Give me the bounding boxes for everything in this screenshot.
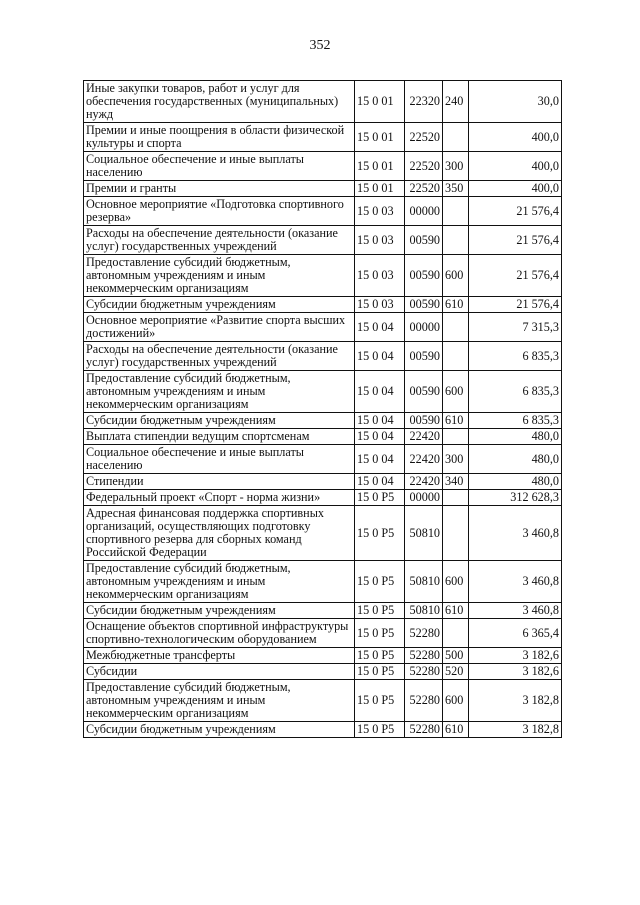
program-code-cell: 15 0 04 — [355, 313, 405, 342]
direction-code-cell: 22520 — [405, 181, 443, 197]
amount-cell: 3 182,8 — [469, 722, 562, 738]
amount-cell: 480,0 — [469, 429, 562, 445]
program-code-cell: 15 0 04 — [355, 371, 405, 413]
expense-type-code-cell — [443, 197, 469, 226]
amount-cell: 480,0 — [469, 474, 562, 490]
table-row — [84, 181, 562, 197]
direction-code-cell: 22520 — [405, 152, 443, 181]
direction-code-cell: 00590 — [405, 226, 443, 255]
expense-type-code-cell: 600 — [443, 371, 469, 413]
expense-name-cell: Оснащение объектов спортивной инфраструктуры спортивно-технологическим оборудованием — [84, 619, 355, 648]
expense-type-code-cell — [443, 313, 469, 342]
table-row — [84, 648, 562, 664]
expense-name-cell: Предоставление субсидий бюджетным, автономным учреждениям и иным некоммерческим организациям — [84, 371, 355, 413]
direction-code-cell: 00000 — [405, 313, 443, 342]
direction-code-cell: 52280 — [405, 648, 443, 664]
direction-code-cell: 00590 — [405, 371, 443, 413]
expense-type-code-cell: 340 — [443, 474, 469, 490]
expense-name-cell: Субсидии бюджетным учреждениям — [84, 603, 355, 619]
direction-code-cell: 00590 — [405, 413, 443, 429]
expense-type-code-cell: 520 — [443, 664, 469, 680]
expense-type-code-cell: 610 — [443, 603, 469, 619]
amount-cell: 400,0 — [469, 152, 562, 181]
program-code-cell: 15 0 01 — [355, 123, 405, 152]
table-row — [84, 722, 562, 738]
expense-name-cell: Предоставление субсидий бюджетным, автономным учреждениям и иным некоммерческим организациям — [84, 561, 355, 603]
table-row — [84, 603, 562, 619]
program-code-cell: 15 0 P5 — [355, 648, 405, 664]
amount-cell: 3 460,8 — [469, 603, 562, 619]
table-row — [84, 81, 562, 123]
program-code-cell: 15 0 04 — [355, 413, 405, 429]
table-row — [84, 619, 562, 648]
program-code-cell: 15 0 01 — [355, 152, 405, 181]
expense-type-code-cell: 600 — [443, 255, 469, 297]
expense-name-cell: Расходы на обеспечение деятельности (оказание услуг) государственных учреждений — [84, 226, 355, 255]
expense-name-cell: Субсидии бюджетным учреждениям — [84, 722, 355, 738]
expense-type-code-cell — [443, 429, 469, 445]
program-code-cell: 15 0 03 — [355, 197, 405, 226]
amount-cell: 3 182,8 — [469, 680, 562, 722]
amount-cell: 400,0 — [469, 181, 562, 197]
amount-cell: 400,0 — [469, 123, 562, 152]
direction-code-cell: 50810 — [405, 603, 443, 619]
expense-name-cell: Субсидии бюджетным учреждениям — [84, 297, 355, 313]
amount-cell: 6 835,3 — [469, 371, 562, 413]
table-row — [84, 255, 562, 297]
expense-name-cell: Выплата стипендии ведущим спортсменам — [84, 429, 355, 445]
expense-name-cell: Стипендии — [84, 474, 355, 490]
table-row — [84, 429, 562, 445]
table-row — [84, 152, 562, 181]
table-row — [84, 413, 562, 429]
direction-code-cell: 00000 — [405, 197, 443, 226]
program-code-cell: 15 0 04 — [355, 445, 405, 474]
direction-code-cell: 52280 — [405, 619, 443, 648]
amount-cell: 30,0 — [469, 81, 562, 123]
expense-name-cell: Премии и гранты — [84, 181, 355, 197]
program-code-cell: 15 0 03 — [355, 255, 405, 297]
table-row — [84, 506, 562, 561]
table-row — [84, 197, 562, 226]
program-code-cell: 15 0 03 — [355, 226, 405, 255]
program-code-cell: 15 0 P5 — [355, 619, 405, 648]
expense-type-code-cell — [443, 506, 469, 561]
program-code-cell: 15 0 04 — [355, 474, 405, 490]
expense-type-code-cell — [443, 226, 469, 255]
direction-code-cell: 22520 — [405, 123, 443, 152]
program-code-cell: 15 0 P5 — [355, 561, 405, 603]
amount-cell: 480,0 — [469, 445, 562, 474]
table-row — [84, 445, 562, 474]
program-code-cell: 15 0 P5 — [355, 506, 405, 561]
direction-code-cell: 52280 — [405, 722, 443, 738]
direction-code-cell: 00590 — [405, 342, 443, 371]
program-code-cell: 15 0 01 — [355, 181, 405, 197]
table-row — [84, 490, 562, 506]
amount-cell: 6 835,3 — [469, 342, 562, 371]
table-row — [84, 342, 562, 371]
expense-type-code-cell: 500 — [443, 648, 469, 664]
expense-type-code-cell: 600 — [443, 680, 469, 722]
direction-code-cell: 50810 — [405, 506, 443, 561]
amount-cell: 21 576,4 — [469, 197, 562, 226]
direction-code-cell: 00590 — [405, 255, 443, 297]
table-row — [84, 561, 562, 603]
program-code-cell: 15 0 01 — [355, 81, 405, 123]
expense-type-code-cell — [443, 123, 469, 152]
amount-cell: 6 365,4 — [469, 619, 562, 648]
table-row — [84, 226, 562, 255]
expense-name-cell: Субсидии бюджетным учреждениям — [84, 413, 355, 429]
table-row — [84, 474, 562, 490]
program-code-cell: 15 0 P5 — [355, 722, 405, 738]
direction-code-cell: 00000 — [405, 490, 443, 506]
amount-cell: 3 460,8 — [469, 506, 562, 561]
direction-code-cell: 52280 — [405, 664, 443, 680]
expense-name-cell: Иные закупки товаров, работ и услуг для обеспечения государственных (муниципальных) нужд — [84, 81, 355, 123]
table-row — [84, 313, 562, 342]
table-row — [84, 680, 562, 722]
expense-type-code-cell: 350 — [443, 181, 469, 197]
table-row — [84, 371, 562, 413]
amount-cell: 21 576,4 — [469, 255, 562, 297]
direction-code-cell: 22420 — [405, 445, 443, 474]
budget-table-body — [84, 81, 562, 738]
expense-name-cell: Федеральный проект «Спорт - норма жизни» — [84, 490, 355, 506]
program-code-cell: 15 0 P5 — [355, 680, 405, 722]
table-row — [84, 297, 562, 313]
expense-name-cell: Расходы на обеспечение деятельности (оказание услуг) государственных учреждений — [84, 342, 355, 371]
amount-cell: 21 576,4 — [469, 226, 562, 255]
direction-code-cell: 22320 — [405, 81, 443, 123]
expense-type-code-cell: 610 — [443, 297, 469, 313]
program-code-cell: 15 0 04 — [355, 429, 405, 445]
expense-name-cell: Основное мероприятие «Развитие спорта высших достижений» — [84, 313, 355, 342]
expense-type-code-cell: 240 — [443, 81, 469, 123]
expense-type-code-cell — [443, 342, 469, 371]
amount-cell: 3 182,6 — [469, 664, 562, 680]
amount-cell: 3 460,8 — [469, 561, 562, 603]
table-row — [84, 123, 562, 152]
expense-name-cell: Предоставление субсидий бюджетным, автономным учреждениям и иным некоммерческим организациям — [84, 680, 355, 722]
program-code-cell: 15 0 P5 — [355, 664, 405, 680]
amount-cell: 6 835,3 — [469, 413, 562, 429]
amount-cell: 21 576,4 — [469, 297, 562, 313]
amount-cell: 312 628,3 — [469, 490, 562, 506]
program-code-cell: 15 0 03 — [355, 297, 405, 313]
expense-name-cell: Межбюджетные трансферты — [84, 648, 355, 664]
expense-type-code-cell — [443, 619, 469, 648]
expense-name-cell: Основное мероприятие «Подготовка спортивного резерва» — [84, 197, 355, 226]
direction-code-cell: 22420 — [405, 474, 443, 490]
amount-cell: 3 182,6 — [469, 648, 562, 664]
expense-name-cell: Адресная финансовая поддержка спортивных организаций, осуществляющих подготовку спортивного резерва для сборных команд Российской Федерации — [84, 506, 355, 561]
expense-type-code-cell: 600 — [443, 561, 469, 603]
expense-name-cell: Социальное обеспечение и иные выплаты населению — [84, 152, 355, 181]
amount-cell: 7 315,3 — [469, 313, 562, 342]
expense-type-code-cell: 610 — [443, 413, 469, 429]
expense-name-cell: Премии и иные поощрения в области физической культуры и спорта — [84, 123, 355, 152]
expense-type-code-cell: 300 — [443, 152, 469, 181]
direction-code-cell: 50810 — [405, 561, 443, 603]
budget-table — [83, 80, 562, 738]
direction-code-cell: 00590 — [405, 297, 443, 313]
direction-code-cell: 52280 — [405, 680, 443, 722]
expense-name-cell: Субсидии — [84, 664, 355, 680]
expense-name-cell: Социальное обеспечение и иные выплаты населению — [84, 445, 355, 474]
expense-type-code-cell — [443, 490, 469, 506]
program-code-cell: 15 0 P5 — [355, 490, 405, 506]
expense-type-code-cell: 300 — [443, 445, 469, 474]
program-code-cell: 15 0 P5 — [355, 603, 405, 619]
direction-code-cell: 22420 — [405, 429, 443, 445]
page-number: 352 — [309, 38, 331, 53]
expense-name-cell: Предоставление субсидий бюджетным, автономным учреждениям и иным некоммерческим организациям — [84, 255, 355, 297]
table-row — [84, 664, 562, 680]
expense-type-code-cell: 610 — [443, 722, 469, 738]
program-code-cell: 15 0 04 — [355, 342, 405, 371]
